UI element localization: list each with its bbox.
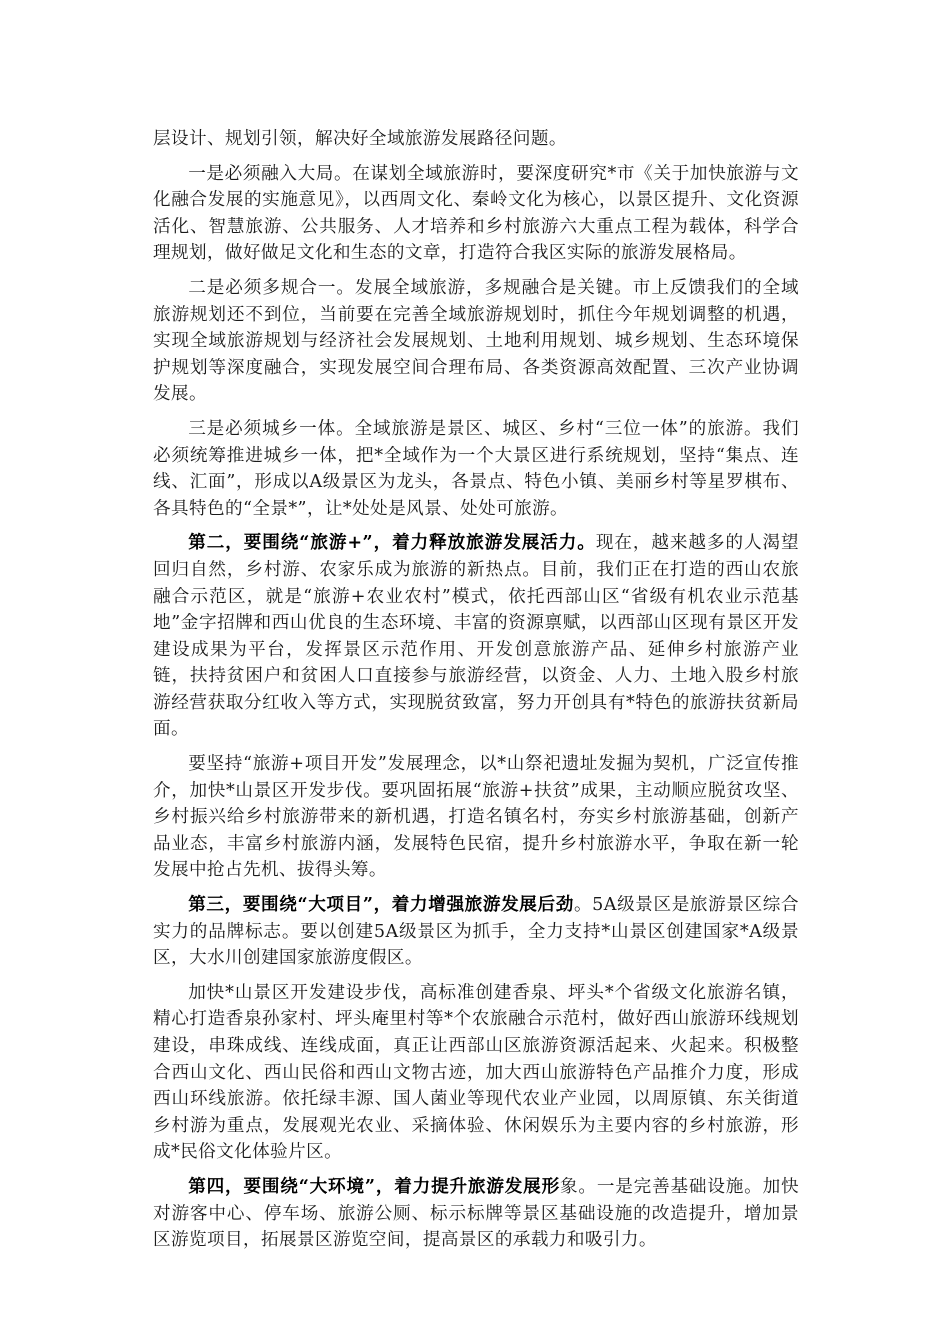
document-body — [153, 126, 799, 1262]
paragraph-text: 加快*山景区开发建设步伐，高标准创建香泉、坪头*个省级文化旅游名镇，精心打造香泉孙家村、坪头庵里村等*个农旅融合示范村，做好西山旅游环线规划建设，串珠成线、连线成面，真正让西部山区旅游资源活起来、火起来。积极整合西山文化、西山民俗和西山文物古迹，加大西山旅游特色产品推介力度，形成西山环线旅游。依托绿丰源、国人菌业等现代农业产业园，以周原镇、东关街道乡村游为重点，发展观光农业、采摘体验、休闲娱乐为主要内容的乡村旅游，形成*民俗文化体验片区。 — [153, 982, 799, 1163]
section-heading: 第四，要围绕“大环境”，着力提升旅游发展形 — [188, 1175, 560, 1197]
paragraph — [153, 126, 799, 153]
paragraph-text: 要坚持“旅游+项目开发”发展理念，以*山祭祀遗址发掘为契机，广泛宣传推介，加快*山景区开发步伐。要巩固拓展“旅游+扶贫”成果，主动顺应脱贫攻坚、乡村振兴给乡村旅游带来的新机遇，打造名镇名村，夯实乡村旅游基础，创新产品业态，丰富乡村旅游内涵，发展特色民宿，提升乡村旅游水平，争取在新一轮发展中抢占先机、拔得头筹。 — [153, 754, 799, 881]
paragraph — [153, 751, 799, 884]
section-paragraph — [153, 892, 799, 972]
paragraph — [153, 275, 799, 408]
paragraph — [153, 416, 799, 522]
section-heading: 第二，要围绕“旅游+”，着力释放旅游发展活力。 — [188, 532, 596, 554]
paragraph-text: 象。一是完善基础设施。加快对游客中心、停车场、旅游公厕、标示标牌等景区基础设施的改造提升，增加景区游览项目，拓展景区游览空间，提高景区的承载力和吸引力。 — [153, 1176, 799, 1251]
section-paragraph — [153, 1174, 799, 1254]
paragraph-text: 一是必须融入大局。在谋划全域旅游时，要深度研究*市《关于加快旅游与文化融合发展的实施意见》，以西周文化、秦岭文化为核心，以景区提升、文化资源活化、智慧旅游、公共服务、人才培养和乡村旅游六大重点工程为载体，科学合理规划，做好做足文化和生态的文章，打造符合我区实际的旅游发展格局。 — [153, 163, 799, 264]
paragraph-text: 现在，越来越多的人渴望回归自然，乡村游、农家乐成为旅游的新热点。目前，我们正在打造的西山农旅融合示范区，就是“旅游+农业农村”模式，依托西部山区“省级有机农业示范基地”金字招牌和西山优良的生态环境、丰富的资源禀赋，以西部山区现有景区开发建设成果为平台，发挥景区示范作用、开发创意旅游产品、延伸乡村旅游产业链，扶持贫困户和贫困人口直接参与旅游经营，以资金、人力、土地入股乡村旅游经营获取分红收入等方式，实现脱贫致富，努力开创具有*特色的旅游扶贫新局面。 — [153, 533, 799, 740]
paragraph-text: 三是必须城乡一体。全域旅游是景区、城区、乡村“三位一体”的旅游。我们必须统筹推进城乡一体，把*全域作为一个大景区进行系统规划，坚持“集点、连线、汇面”，形成以A级景区为龙头，各景点、特色小镇、美丽乡村等星罗棋布、各具特色的“全景*”，让*处处是风景、处处可旅游。 — [153, 418, 799, 519]
paragraph — [153, 980, 799, 1166]
section-heading: 第三，要围绕“大项目”，着力增强旅游发展后劲 — [188, 894, 574, 916]
paragraph-text: 二是必须多规合一。发展全域旅游，多规融合是关键。市上反馈我们的全域旅游规划还不到位，当前要在完善全域旅游规划时，抓住今年规划调整的机遇，实现全域旅游规划与经济社会发展规划、土地利用规划、城乡规划、生态环境保护规划等深度融合，实现发展空间合理布局、各类资源高效配置、三次产业协调发展。 — [153, 277, 799, 405]
paragraph — [153, 161, 799, 267]
paragraph-text: 层设计、规划引领，解决好全域旅游发展路径问题。 — [153, 129, 567, 149]
section-paragraph — [153, 530, 799, 743]
paragraph-text: 。5A级景区是旅游景区综合实力的品牌标志。要以创建5A级景区为抓手，全力支持*山景区创建国家*A级景区，大水川创建国家旅游度假区。 — [153, 895, 799, 969]
